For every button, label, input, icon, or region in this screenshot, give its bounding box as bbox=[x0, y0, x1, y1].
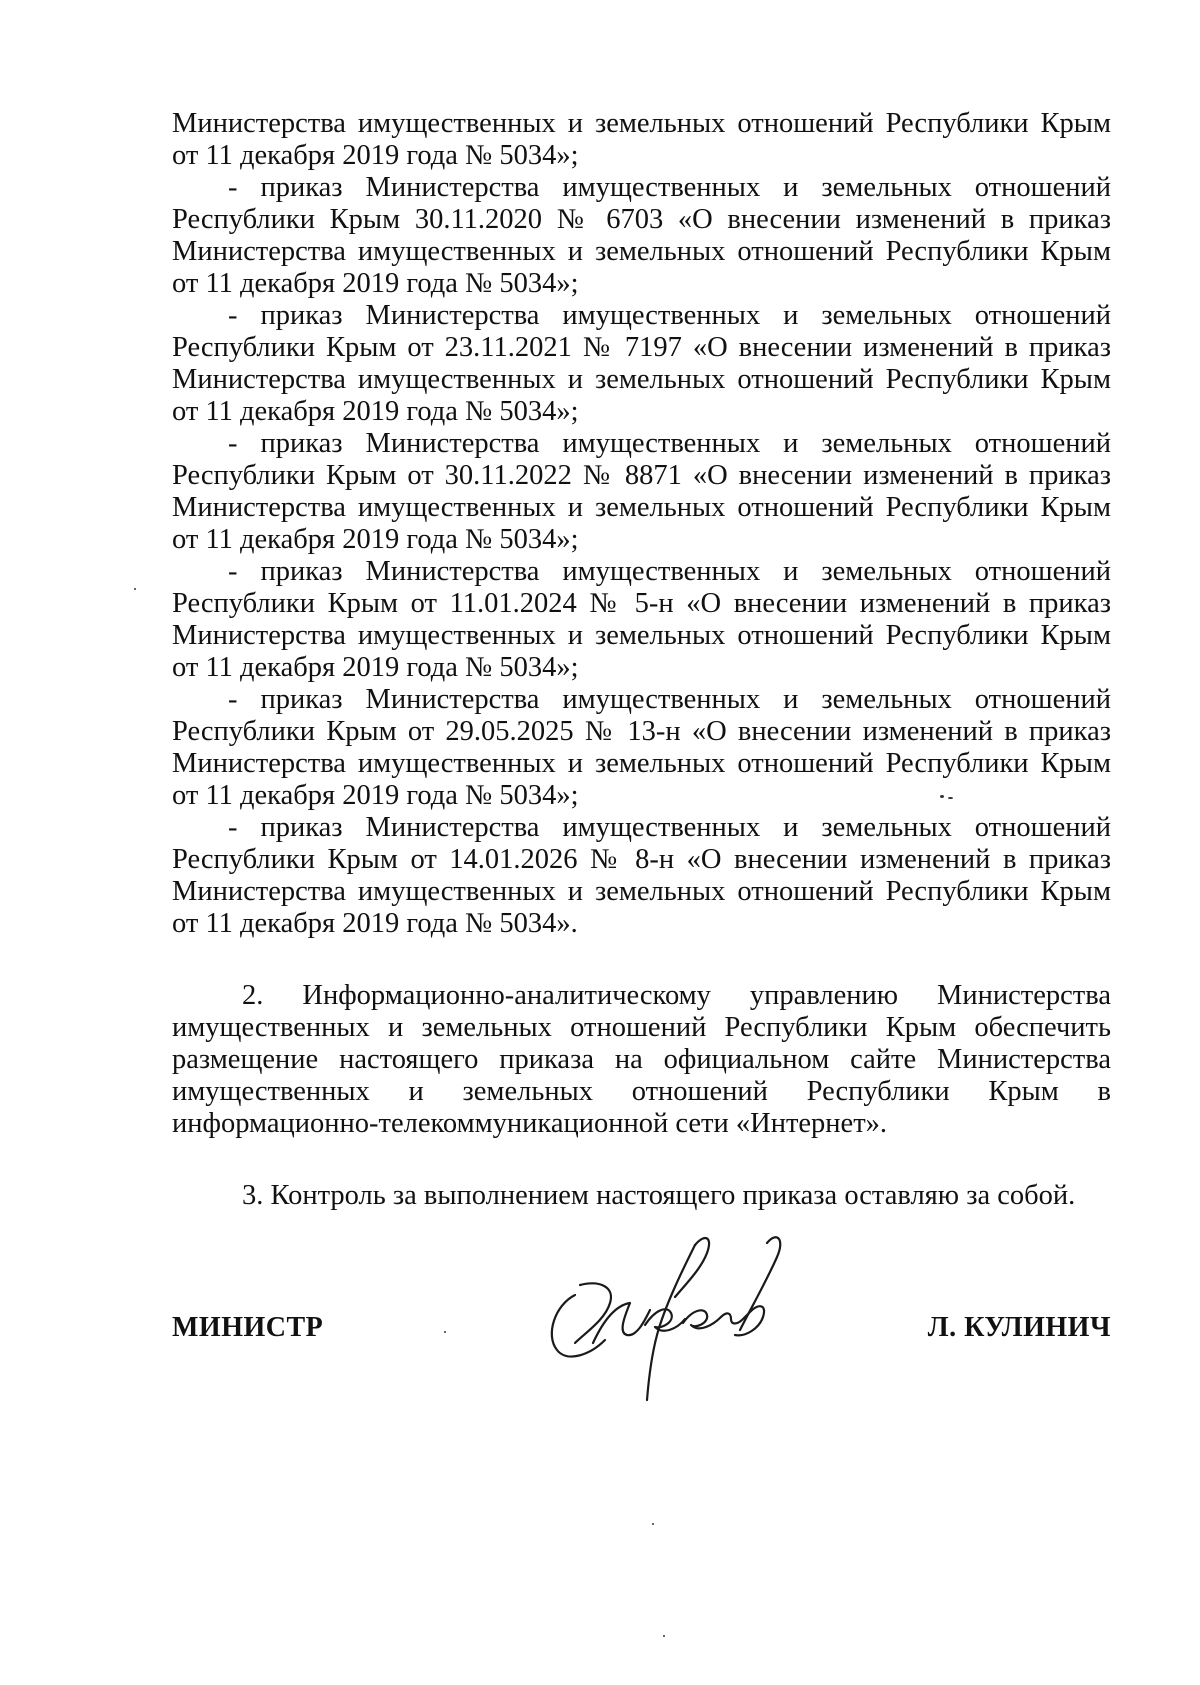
signer-position: МИНИСТР bbox=[172, 1312, 324, 1343]
clause-3-control: 3. Контроль за выполнением настоящего приказа оставляю за собой. bbox=[242, 1180, 1076, 1211]
clause-2-publication: 2. Информационно-аналитическому управлению Министерства имущественных и земельных отношений Республики Крым обеспечить размещение настоящего приказа на официальном сайте Министерства имущественных и земельных отношений Республики Крым в информационно-телекоммуникационной сети «Интернет». bbox=[172, 980, 1111, 1139]
list-item-order-2025: - приказ Министерства имущественных и земельных отношений Республики Крым от 29.05.2025 № 13-н «О внесении изменений в приказ Министерства имущественных и земельных отношений Республики Крым от 11 декабря 2019 года № 5034»; bbox=[172, 684, 1111, 811]
list-item-order-2026: - приказ Министерства имущественных и земельных отношений Республики Крым от 14.01.2026 № 8-н «О внесении изменений в приказ Министерства имущественных и земельных отношений Республики Крым от 11 декабря 2019 года № 5034». bbox=[172, 812, 1111, 939]
list-item-order-2022: - приказ Министерства имущественных и земельных отношений Республики Крым от 30.11.2022 № 8871 «О внесении изменений в приказ Министерства имущественных и земельных отношений Республики Крым от 11 декабря 2019 года № 5034»; bbox=[172, 428, 1111, 555]
scan-speck bbox=[652, 1523, 654, 1525]
list-item-order-2024: - приказ Министерства имущественных и земельных отношений Республики Крым от 11.01.2024 № 5-н «О внесении изменений в приказ Министерства имущественных и земельных отношений Республики Крым от 11 декабря 2019 года № 5034»; bbox=[172, 556, 1111, 683]
handwritten-signature bbox=[545, 1225, 825, 1405]
paragraph-continuation: Министерства имущественных и земельных отношений Республики Крым от 11 декабря 2019 года № 5034»; bbox=[172, 108, 1111, 171]
scan-speck bbox=[134, 588, 136, 590]
scan-speck bbox=[948, 797, 953, 799]
scan-speck bbox=[663, 1635, 665, 1637]
scan-speck bbox=[444, 1331, 446, 1333]
list-item-order-2020: - приказ Министерства имущественных и земельных отношений Республики Крым 30.11.2020 № 6703 «О внесении изменений в приказ Министерства имущественных и земельных отношений Республики Крым от 11 декабря 2019 года № 5034»; bbox=[172, 172, 1111, 299]
document-body bbox=[172, 108, 1111, 1212]
list-item-order-2021: - приказ Министерства имущественных и земельных отношений Республики Крым от 23.11.2021 № 7197 «О внесении изменений в приказ Министерства имущественных и земельных отношений Республики Крым от 11 декабря 2019 года № 5034»; bbox=[172, 300, 1111, 427]
signer-name: Л. КУЛИНИЧ bbox=[927, 1312, 1111, 1343]
scan-speck bbox=[940, 795, 944, 798]
